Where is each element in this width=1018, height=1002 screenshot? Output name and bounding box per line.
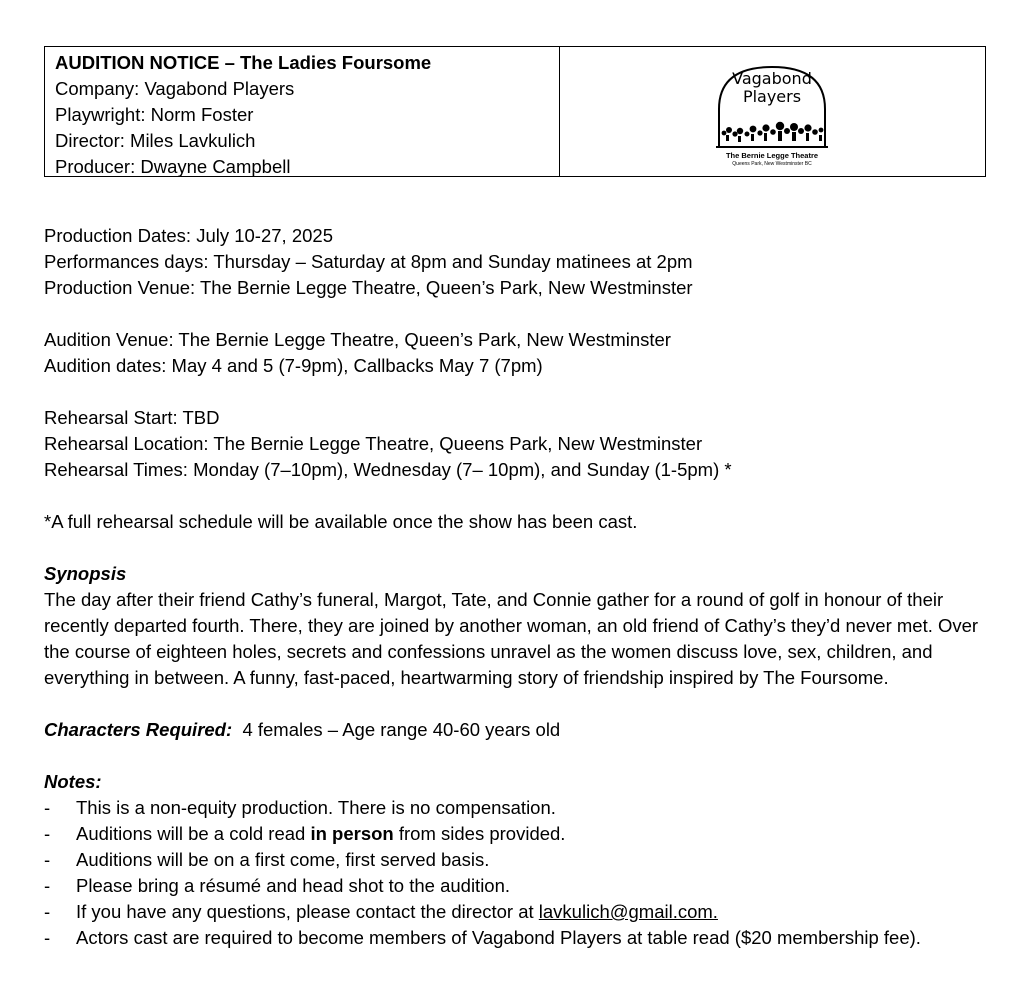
rehearsal-times: Rehearsal Times: Monday (7–10pm), Wednesday (7– 10pm), and Sunday (1-5pm) * [44, 459, 732, 480]
bullet-dash: - [44, 901, 51, 922]
director-line: Director: Miles Lavkulich [55, 130, 256, 151]
note-text: Auditions will be a cold read [76, 823, 311, 844]
characters-required [44, 717, 1004, 743]
logo-text-players: Players [742, 87, 802, 106]
note-text: Actors cast are required to become members of Vagabond Players at table read ($20 membership fee). [76, 927, 921, 948]
logo-theatre-name: The Bernie Legge Theatre [725, 151, 819, 160]
note-bold-text: in person [310, 823, 394, 844]
note-text: If you have any questions, please contact the director at [76, 901, 539, 922]
header-info-cell [45, 47, 560, 176]
note-text: from sides provided. [393, 823, 566, 844]
list-item [44, 925, 1004, 951]
notice-title: AUDITION NOTICE – The Ladies Foursome [55, 52, 432, 73]
notes-heading: Notes: [44, 771, 102, 792]
logo-theatre-location: Queens Park, New Westminster BC [732, 161, 812, 167]
playwright-line: Playwright: Norm Foster [55, 104, 254, 125]
note-text: This is a non-equity production. There is no compensation. [76, 797, 556, 818]
list-item [44, 847, 1004, 873]
performance-days: Performances days: Thursday – Saturday at 8pm and Sunday matinees at 2pm [44, 251, 693, 272]
bullet-dash: - [44, 875, 51, 896]
note-text: Please bring a résumé and head shot to the audition. [76, 875, 511, 896]
vagabond-players-logo [716, 65, 832, 171]
audition-venue: Audition Venue: The Bernie Legge Theatre, Queen’s Park, New Westminster [44, 329, 671, 350]
characters-value: 4 females – Age range 40-60 years old [242, 719, 561, 740]
bullet-dash: - [44, 823, 51, 844]
header-table [44, 46, 986, 177]
production-dates: Production Dates: July 10-27, 2025 [44, 225, 333, 246]
header-logo-cell [560, 47, 985, 176]
bullet-dash: - [44, 797, 51, 818]
notice-body [44, 223, 1004, 951]
company-line: Company: Vagabond Players [55, 78, 295, 99]
list-item [44, 873, 1004, 899]
producer-line: Producer: Dwayne Campbell [55, 156, 291, 177]
characters-label: Characters Required: [44, 719, 233, 740]
bullet-dash: - [44, 849, 51, 870]
note-text: Auditions will be on a first come, first served basis. [76, 849, 490, 870]
list-item [44, 795, 1004, 821]
synopsis-text: The day after their friend Cathy’s funeral, Margot, Tate, and Connie gather for a round of golf in honour of their recently departed fourth. There, they are joined by another woman, an old friend of Cathy’s they’d never met. Over the course of eighteen holes, secrets and confessions unravel as the women discuss love, sex, children, and everything in between. A funny, fast-paced, heartwarming story of friendship inspired by The Foursome. [44, 589, 979, 688]
rehearsal-start: Rehearsal Start: TBD [44, 407, 220, 428]
bullet-dash: - [44, 927, 51, 948]
audition-dates: Audition dates: May 4 and 5 (7-9pm), Callbacks May 7 (7pm) [44, 355, 543, 376]
list-item [44, 899, 1004, 925]
rehearsal-location: Rehearsal Location: The Bernie Legge Theatre, Queens Park, New Westminster [44, 433, 703, 454]
notes-list [44, 795, 1004, 951]
synopsis-heading: Synopsis [44, 563, 127, 584]
production-venue: Production Venue: The Bernie Legge Theatre, Queen’s Park, New Westminster [44, 277, 693, 298]
list-item [44, 821, 1004, 847]
director-email-link[interactable]: lavkulich@gmail.com. [538, 901, 718, 922]
logo-text-vagabond: Vagabond [732, 69, 812, 88]
rehearsal-footnote: *A full rehearsal schedule will be available once the show has been cast. [44, 511, 638, 532]
